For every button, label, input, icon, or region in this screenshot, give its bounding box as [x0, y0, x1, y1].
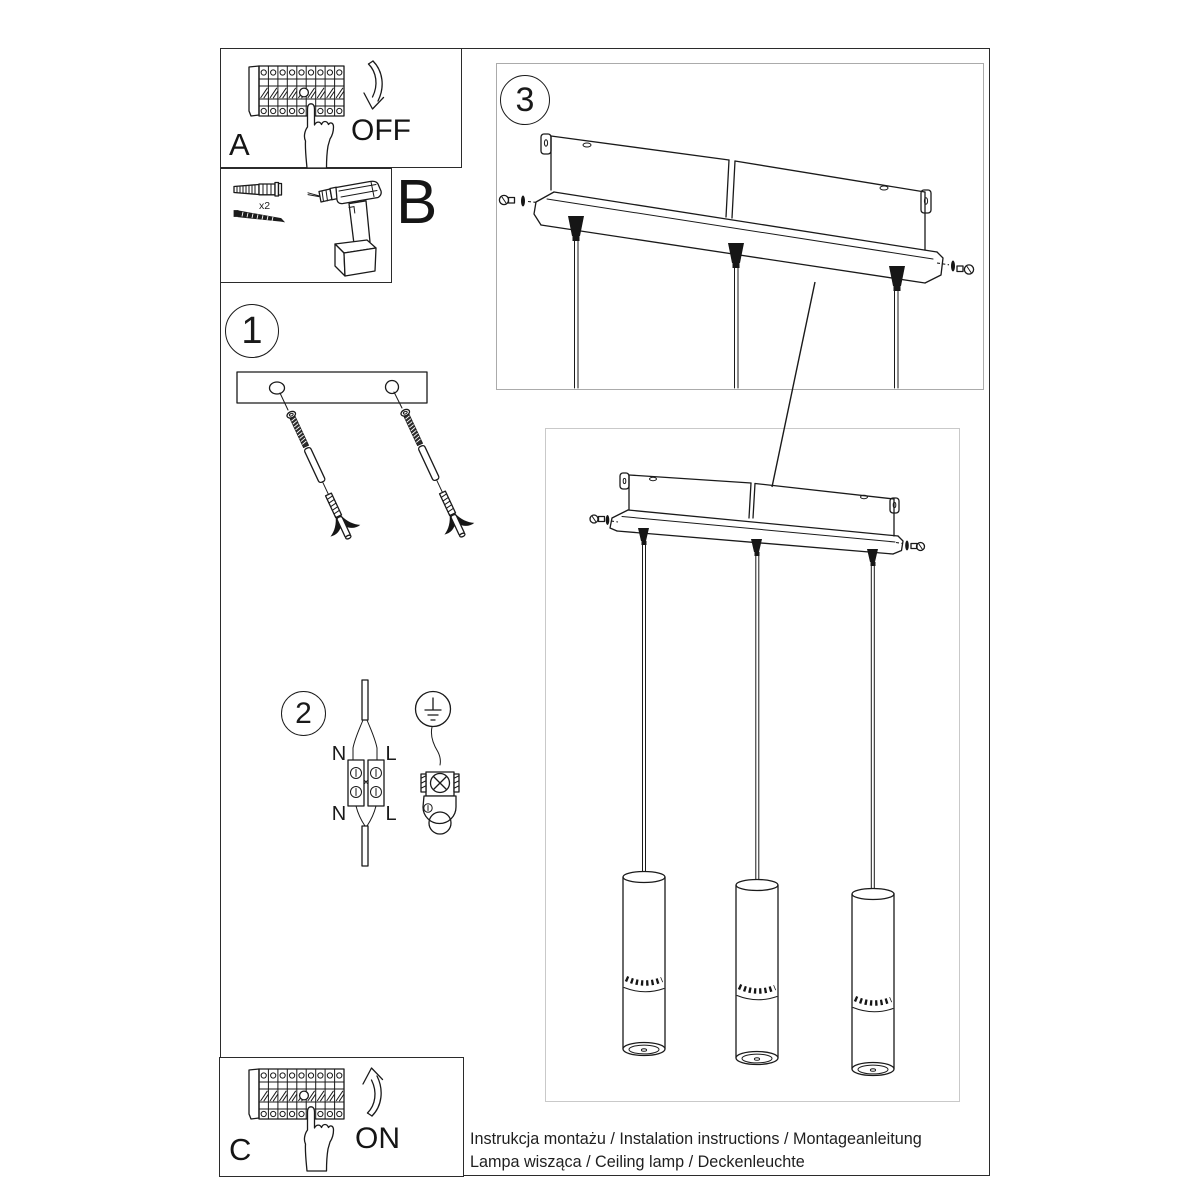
step-1-badge: [225, 304, 279, 358]
plug-quantity: x2: [258, 200, 271, 212]
cord-grommets: [568, 216, 905, 291]
panel-b-tools: [220, 168, 392, 283]
pendant-cylinder-2: [736, 880, 778, 1065]
pendant-cylinder-1: [623, 872, 665, 1056]
panel-b-label: B: [396, 168, 438, 237]
step-1-number: 1: [241, 310, 263, 352]
terminal-n-top: N: [331, 743, 347, 765]
terminal-l-bottom: L: [385, 803, 397, 825]
panel-c-label: C: [229, 1132, 252, 1167]
footer-line-product: Lampa wisząca / Ceiling lamp / Deckenleuchte: [470, 1152, 805, 1171]
panel-a-drawing: [221, 49, 460, 166]
ceiling-bracket-drawing: [497, 64, 983, 389]
wall-plug-icon: [234, 183, 282, 197]
terminal-l-top: L: [385, 743, 397, 765]
panel-c-drawing: [220, 1058, 462, 1175]
step-2-badge: [281, 691, 326, 736]
panel-c-power-on: [219, 1057, 464, 1177]
mounting-plate: [237, 372, 427, 403]
pendant-cords: [643, 545, 875, 889]
step-2-drawing: [325, 668, 475, 880]
step-1-drawing: [228, 362, 473, 558]
terminal-block: [348, 680, 384, 866]
mounting-screw-left: [499, 195, 537, 206]
drill-icon: [308, 181, 381, 276]
panel-step3-detail: [496, 63, 984, 390]
anchor-screw-left: [275, 405, 363, 545]
arrow-down-icon: [364, 61, 384, 109]
anchor-screw-right: [389, 403, 477, 543]
step-3-number: 3: [515, 81, 535, 119]
lamp-overview-box: [545, 428, 960, 1102]
arrow-up-icon: [363, 1068, 383, 1116]
screw-icon: [234, 211, 284, 222]
step-2-number: 2: [295, 696, 312, 730]
pendant-lamp-drawing: [546, 429, 959, 1101]
terminal-n-bottom: N: [331, 803, 347, 825]
footer-line-instructions: Instrukcja montażu / Instalation instructions / Montageanleitung: [470, 1130, 922, 1148]
ground-clamp: [421, 772, 459, 834]
panel-b-drawing: [221, 169, 390, 281]
panel-a-action-text: OFF: [351, 114, 411, 147]
panel-a-label: A: [229, 127, 250, 162]
ground-symbol-icon: [416, 692, 451, 727]
lamp-canopy: [590, 473, 925, 566]
panel-a-power-off: [220, 48, 462, 168]
pendant-cylinder-3: [852, 889, 894, 1076]
footer-title-block: [470, 1128, 922, 1173]
wall-bracket: [541, 134, 931, 250]
panel-c-action-text: ON: [355, 1122, 400, 1155]
